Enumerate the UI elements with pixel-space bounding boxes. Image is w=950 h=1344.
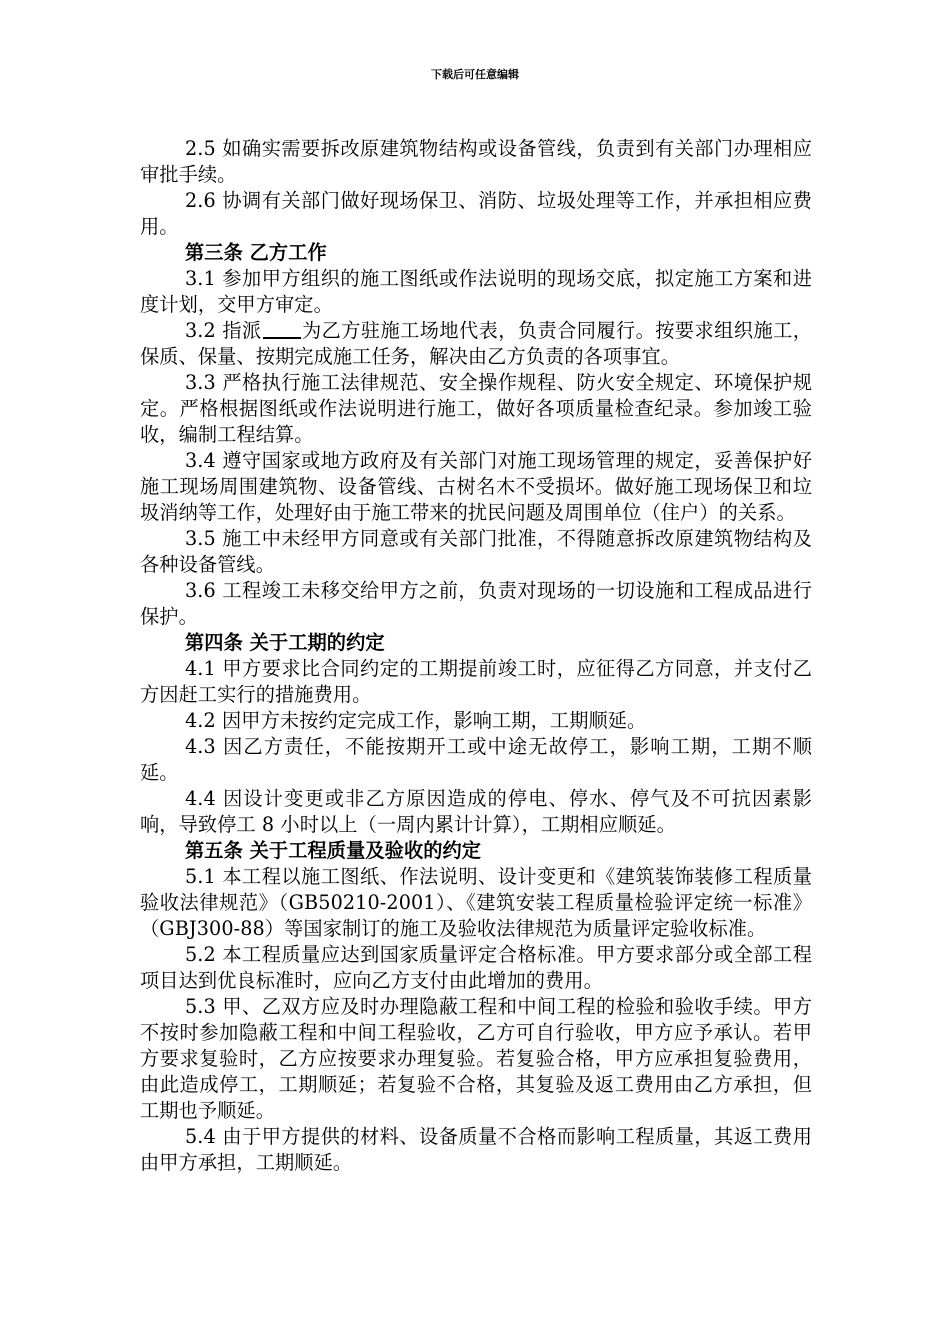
clause-3-2-start: 3.2 指派: [185, 319, 262, 342]
clause-5-1: 5.1 本工程以施工图纸、作法说明、设计变更和《建筑装饰装修工程质量验收法律规范》（GB50210-2001）、《建筑安装工程质量检验评定统一标准》（GBJ300-88）等国家制订的施工及验收法律规范为质量评定验收标准。: [140, 865, 812, 940]
clause-3-5: 3.5 施工中未经甲方同意或有关部门批准，不得随意拆改原建筑物结构及各种设备管线。: [140, 527, 812, 576]
document-body: [140, 136, 812, 1176]
clause-2-5: 2.5 如确实需要拆改原建筑物结构或设备管线，负责到有关部门办理相应审批手续。: [140, 137, 812, 186]
representative-blank: [263, 319, 301, 339]
article-3-heading: 第三条 乙方工作: [185, 241, 327, 264]
clause-3-1: 3.1 参加甲方组织的施工图纸或作法说明的现场交底，拟定施工方案和进度计划，交甲方审定。: [140, 267, 812, 316]
clause-4-3: 4.3 因乙方责任，不能按期开工或中途无故停工，影响工期，工期不顺延。: [140, 735, 812, 784]
clause-5-2: 5.2 本工程质量应达到国家质量评定合格标准。甲方要求部分或全部工程项目达到优良标准时，应向乙方支付由此增加的费用。: [140, 943, 812, 992]
clause-4-1: 4.1 甲方要求比合同约定的工期提前竣工时，应征得乙方同意，并支付乙方因赶工实行的措施费用。: [140, 657, 812, 706]
clause-5-4: 5.4 由于甲方提供的材料、设备质量不合格而影响工程质量，其返工费用由甲方承担，工期顺延。: [140, 1125, 812, 1174]
clause-3-4: 3.4 遵守国家或地方政府及有关部门对施工现场管理的规定，妥善保护好施工现场周围建筑物、设备管线、古树名木不受损坏。做好施工现场保卫和垃圾消纳等工作，处理好由于施工带来的扰民问题及周围单位（住户）的关系。: [140, 449, 812, 524]
clause-3-6: 3.6 工程竣工未移交给甲方之前，负责对现场的一切设施和工程成品进行保护。: [140, 579, 812, 628]
article-4-heading: 第四条 关于工期的约定: [185, 631, 385, 654]
page-header: 下载后可任意编辑: [431, 68, 519, 81]
article-5-heading: 第五条 关于工程质量及验收的约定: [185, 839, 482, 862]
clause-2-6: 2.6 协调有关部门做好现场保卫、消防、垃圾处理等工作，并承担相应费用。: [140, 189, 812, 238]
clause-4-2: 4.2 因甲方未按约定完成工作，影响工期，工期顺延。: [185, 709, 647, 732]
clause-3-2: [140, 318, 812, 370]
clause-4-4: 4.4 因设计变更或非乙方原因造成的停电、停水、停气及不可抗因素影响，导致停工 8 小时以上（一周内累计计算），工期相应顺延。: [140, 787, 812, 836]
clause-3-3: 3.3 严格执行施工法律规范、安全操作规程、防火安全规定、环境保护规定。严格根据图纸或作法说明进行施工，做好各项质量检查纪录。参加竣工验收，编制工程结算。: [140, 371, 812, 446]
clause-3-2-rest: 为乙方驻施工场地代表，负责合同履行。按要求组织施工，保质、保量、按期完成施工任务，解决由乙方负责的各项事宜。: [140, 319, 812, 368]
clause-5-3: 5.3 甲、乙双方应及时办理隐蔽工程和中间工程的检验和验收手续。甲方不按时参加隐蔽工程和中间工程验收，乙方可自行验收，甲方应予承认。若甲方要求复验时，乙方应按要求办理复验。若复验合格，甲方应承担复验费用，由此造成停工，工期顺延；若复验不合格，其复验及返工费用由乙方承担，但工期也予顺延。: [140, 995, 812, 1122]
